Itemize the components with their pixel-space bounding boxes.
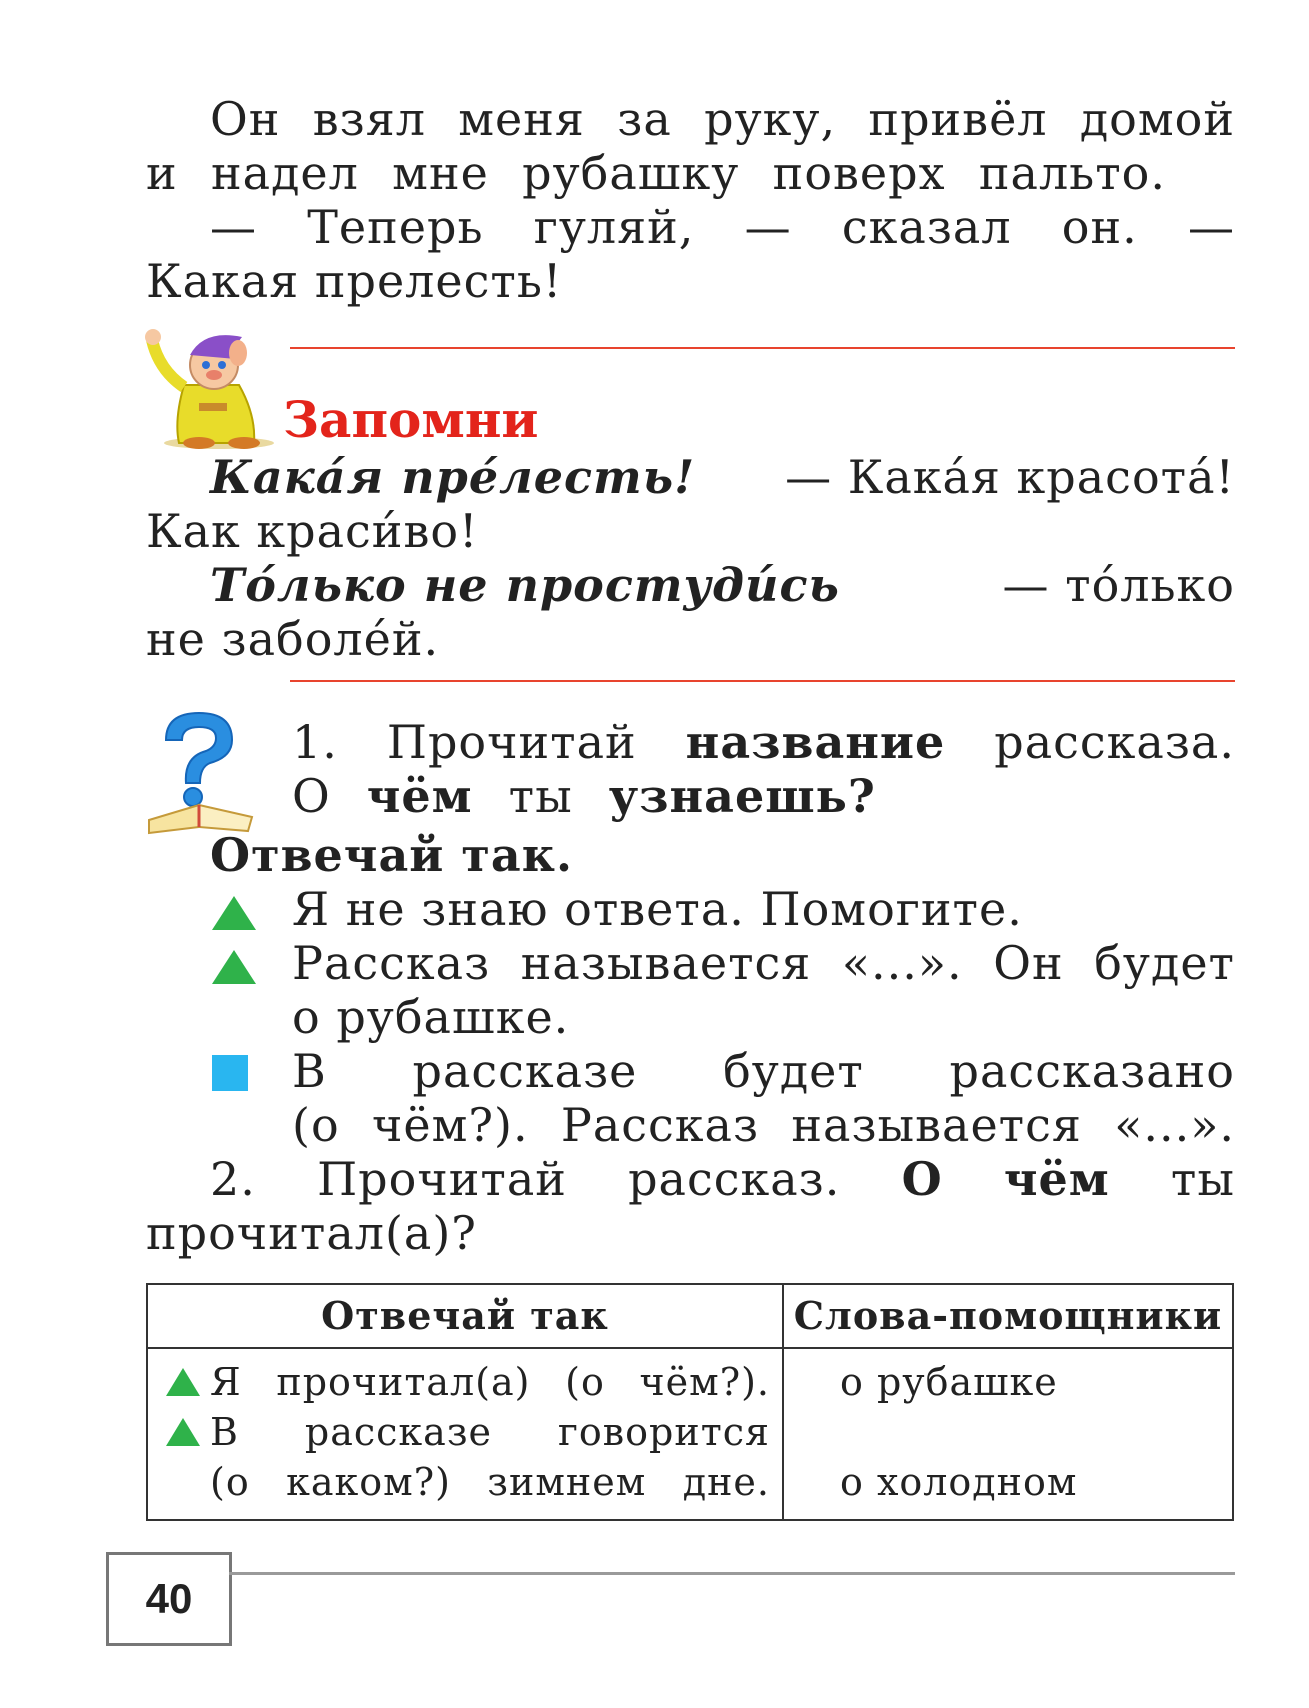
green-triangle-icon	[212, 896, 256, 934]
remember-top-rule	[290, 347, 1235, 349]
task2-word: рассказ.	[628, 1152, 841, 1206]
task1-number: 1.	[292, 715, 338, 769]
task1-word-bold: чём	[366, 769, 473, 823]
table-left-line1: Я прочитал(а) (о чём?).	[210, 1360, 770, 1404]
gnome-icon	[144, 325, 284, 450]
task1-line2	[292, 769, 876, 823]
remember-phrase-1	[210, 450, 1235, 504]
answer-3-line2: (о чём?). Рассказ называется «...».	[292, 1098, 1235, 1152]
remember-phrase-2-rest: — то́лько	[1002, 558, 1235, 612]
page-number: 40	[106, 1552, 232, 1646]
task1-word-bold: название	[685, 715, 946, 769]
table-row	[147, 1348, 1233, 1520]
task2-word-bold: чём	[1003, 1152, 1110, 1206]
table-left-line3: (о каком?) зимнем дне.	[210, 1460, 770, 1504]
task1-word: Прочитай	[386, 715, 637, 769]
green-triangle-icon	[166, 1368, 200, 1396]
remember-phrase-2-bold: То́лько не простуди́сь	[210, 558, 840, 612]
task1-word-bold: узнаешь?	[608, 769, 876, 823]
remember-phrase-2	[210, 558, 1235, 612]
blue-square-icon	[212, 1055, 248, 1095]
table-left-line2: В рассказе говорится	[210, 1410, 770, 1454]
story-line-4: Какая прелесть!	[146, 254, 563, 308]
table-cell-right	[783, 1348, 1233, 1520]
remember-bottom-rule	[290, 680, 1235, 682]
task1-word: ты	[508, 769, 573, 823]
answer-heading: Отвечай так.	[210, 828, 573, 882]
task2-word-bold: О	[901, 1152, 943, 1206]
answer-2-line1: Рассказ называется «...». Он будет	[292, 936, 1235, 990]
answer-2-line2: о рубашке.	[292, 990, 570, 1044]
remember-title: Запомни	[283, 390, 539, 449]
task2-word: Прочитай	[317, 1152, 567, 1206]
table-header-left: Отвечай так	[147, 1284, 783, 1348]
footer-rule	[229, 1572, 1235, 1575]
story-line-3: — Теперь гуляй, — сказал он. —	[210, 200, 1235, 254]
answer-3-line1: В рассказе будет рассказано	[292, 1044, 1235, 1098]
task2-line2: прочитал(а)?	[146, 1206, 477, 1260]
task2-number: 2.	[210, 1152, 256, 1206]
green-triangle-icon	[212, 950, 256, 988]
remember-phrase-1-rest: — Кака́я красота́!	[785, 450, 1235, 504]
table-header-row	[147, 1284, 1233, 1348]
remember-phrase-1-line2: Как краси́во!	[146, 504, 479, 558]
story-line-2: и надел мне рубашку поверх пальто.	[146, 146, 1166, 200]
table-header-right: Слова-помощники	[783, 1284, 1233, 1348]
task2-word: ты	[1170, 1152, 1235, 1206]
table-cell-left	[147, 1348, 783, 1520]
table-right-line1: о рубашке	[840, 1360, 1058, 1404]
remember-phrase-1-bold: Кака́я пре́лесть!	[210, 450, 696, 504]
remember-phrase-2-line2: не заболе́й.	[146, 612, 440, 666]
answer-1: Я не знаю ответа. Помогите.	[292, 882, 1023, 936]
task1-word: О	[292, 769, 331, 823]
task1-word: рассказа.	[994, 715, 1235, 769]
task1-line1	[292, 715, 1235, 769]
question-book-icon	[144, 705, 259, 835]
table-right-line3: о холодном	[840, 1460, 1078, 1504]
helper-table	[146, 1283, 1234, 1521]
story-line-1: Он взял меня за руку, привёл домой	[210, 92, 1235, 146]
green-triangle-icon	[166, 1418, 200, 1446]
task2-line1	[210, 1152, 1235, 1206]
